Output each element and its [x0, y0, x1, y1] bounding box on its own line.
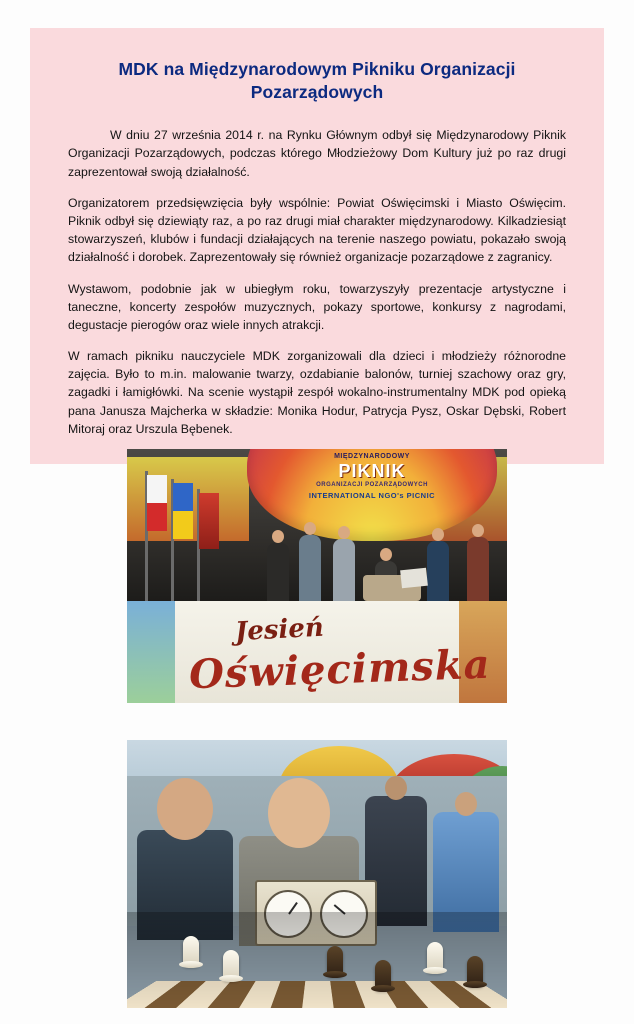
banner-decor-left [127, 601, 175, 703]
performer-head [472, 524, 484, 537]
person-head [455, 792, 477, 816]
banner-arc-text [247, 453, 497, 500]
performer-1 [267, 543, 289, 601]
page-title: MDK na Międzynarodowym Pikniku Organizacji Pozarządowych [118, 59, 516, 103]
article-paragraph-2: Organizatorem przedsięwzięcia były wspólnie: Powiat Oświęcimski i Miasto Oświęcim. Piknik odbył się dziewiąty raz, a po raz drugi miał charakter międzynarodowy. Kilkadziesiąt stowarzyszeń, klubów i fundacji działających na terenie naszego powiatu, pokazało swoją działalność i dorobek. Zaprezentowały się również organizacje pozarządowe z zagranicy. [68, 195, 566, 265]
article-paragraph-3: Wystawom, podobnie jak w ubiegłym roku, towarzyszyły prezentacje artystyczne i taneczne, koncerty zespołów muzycznych, pokazy sportowe, konkursy z nagrodami, degustacje pierogów oraz wiele innych atrakcji. [68, 281, 566, 332]
music-stand [400, 568, 428, 589]
chess-piece-dark-2 [375, 960, 391, 990]
performer-head [272, 530, 284, 543]
banner-arc-big: PIKNIK [338, 461, 406, 482]
photo-chess [127, 740, 507, 1008]
performer-head [432, 528, 444, 541]
article-paragraph-4: W ramach pikniku nauczyciele MDK zorganizowali dla dzieci i młodzieży różnorodne zajęcia. Było to m.in. malowanie twarzy, ozdabianie balonów, turniej szachowy oraz gry, zagadki i łamigłówki. Na scenie wystąpił zespół wokalno-instrumentalny MDK pod opieką pana Janusza Majcherka w składzie: Monika Hodur, Patrycja Pysz, Oskar Dębski, Robert Mitoraj oraz Urszula Bębenek. [68, 349, 566, 436]
photo-stage [127, 449, 507, 703]
person-head [385, 776, 407, 800]
performer-head [304, 522, 316, 535]
performer-head [380, 548, 392, 561]
performer-head [338, 526, 350, 539]
chess-piece-white-2 [223, 950, 239, 980]
performer-4 [427, 541, 449, 601]
performer-2 [299, 535, 321, 601]
banner-arc-blue: INTERNATIONAL NGO's PICNIC [308, 490, 436, 500]
performer-5 [467, 537, 489, 601]
chess-piece-white-3 [427, 942, 443, 972]
flag-red [199, 493, 219, 549]
stage-scene [127, 449, 507, 601]
jesien-oswiecimska-banner [127, 601, 507, 703]
article-paragraph-1: W dniu 27 września 2014 r. na Rynku Głównym odbył się Międzynarodowy Piknik Organizacji Pozarządowych, podczas którego Młodzieżowy Dom Kultury już po raz drugi zaprezentował swoją działalność. [68, 128, 566, 179]
person-head [157, 778, 213, 840]
banner-arc-line1: MIĘDZYNARODOWY [334, 453, 410, 460]
article-block [30, 28, 604, 464]
person-head [268, 778, 330, 848]
chess-piece-white-1 [183, 936, 199, 966]
performer-3 [333, 539, 355, 601]
banner-line-1: Jesień [234, 612, 325, 648]
flag-red-white [147, 475, 167, 531]
chess-piece-dark-3 [467, 956, 483, 986]
chess-piece-dark-1 [327, 946, 343, 976]
banner-arc-line2: ORGANIZACJI POZARZĄDOWYCH [316, 481, 428, 488]
flag-blue-yellow [173, 483, 193, 539]
banner-line-2: Oświęcimska [188, 640, 492, 699]
